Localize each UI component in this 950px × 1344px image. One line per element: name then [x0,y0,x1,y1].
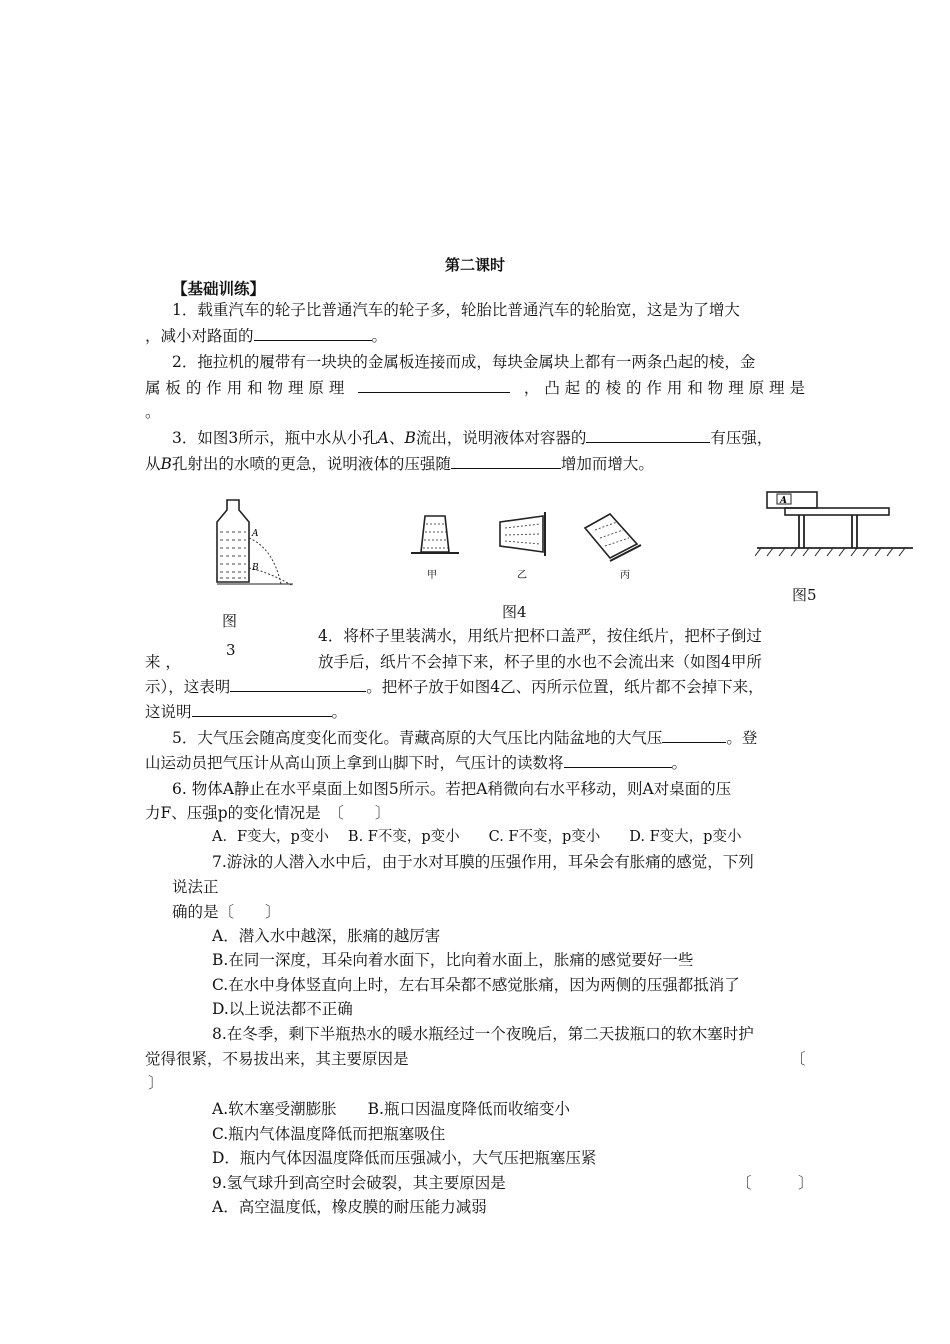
q2-line1: 2．拖拉机的履带有一块块的金属板连接而成，每块金属块上都有一两条凸起的棱，金 [172,353,756,371]
fig4-caption: 图4 [502,603,527,621]
q1-line2: ，减小对路面的 。 [145,327,388,345]
q4-blank-2[interactable] [192,702,332,717]
q7-option-c: C.在水中身体竖直向上时，左右耳朵都不感觉胀痛，因为两侧的压强都抵消了 [212,976,740,994]
fig3-caption-a: 图 [222,612,238,630]
q8-option-ab: A.软木塞受潮膨胀 B.瓶口因温度降低而收缩变小 [212,1100,570,1118]
q7-option-a: A．潜入水中越深，胀痛的越厉害 [212,927,441,945]
q8-line2: 觉得很紧，不易拔出来，其主要原因是 [145,1050,409,1068]
q5-blank-1[interactable] [662,728,726,743]
q7-line3: 确的是〔 〕 [172,903,281,921]
q3-blank-1[interactable] [586,428,710,443]
q3-blank-2[interactable] [451,454,561,469]
q5-line2: 山运动员把气压计从高山顶上拿到山脚下时，气压计的读数将 。 [145,754,688,772]
q3-line2: 从B孔射出的水喷的更急，说明液体的压强随 增加而增大。 [145,455,654,473]
q8-bracket-open: 〔 [790,1050,806,1068]
q9-bracket: 〔 〕 [736,1174,814,1192]
q7-option-d: D.以上说法都不正确 [212,1000,353,1018]
q8-option-c: C.瓶内气体温度降低而把瓶塞吸住 [212,1125,446,1143]
q4-line3: 示），这表明 。把杯子放于如图4乙、丙所示位置，纸片都不会掉下来， [145,678,764,696]
q4-blank-1[interactable] [230,677,366,692]
q4-line1: 4．将杯子里装满水，用纸片把杯口盖严，按住纸片，把杯子倒过 [318,627,762,645]
q4-line2a: 来 ， [145,653,181,671]
fig3-point-b: B [252,563,259,573]
q1-blank[interactable] [254,326,372,341]
q7-option-b: B.在同一深度，耳朵向着水面下，比向着水面上，胀痛的感觉要好一些 [212,951,694,969]
q5-line1: 5．大气压会随高度变化而变化。青藏高原的大气压比内陆盆地的大气压 。登 [172,729,758,747]
q9-option-a: A．高空温度低，橡皮膜的耐压能力减弱 [212,1198,487,1216]
section-heading: 【基础训练】 [172,280,266,298]
q7-line2: 说法正 [172,878,219,896]
page-title: 第二课时 [444,256,505,274]
q2-line3: 。 [145,403,161,421]
q6-options: A．F变大，p变小 B. F不变，p变小 C. F不变，p变小 D. F变大，p变小 [212,829,742,845]
q8-bracket-close: 〕 [148,1074,164,1092]
q2-blank[interactable] [358,378,510,393]
q4-line4: 这说明 。 [145,703,348,721]
fig5-caption: 图5 [792,586,817,604]
q2-line2: 属 板 的 作 用 和 物 理 原 理 ， 凸 起 的 棱 的 作 用 和 物 理 原 理 是 [145,379,805,397]
q1-line1: 1．载重汽车的轮子比普通汽车的轮子多，轮胎比普通汽车的轮胎宽，这是为了增大 [172,301,740,319]
q5-blank-2[interactable] [564,753,672,768]
fig3-caption-b: 3 [226,641,236,659]
figure-3-bottle [205,498,295,602]
fig5-block-label: A [780,496,787,506]
fig4-label-yi: 乙 [517,570,527,581]
q4-line2b: 放手后，纸片不会掉下来，杯子里的水也不会流出来（如图4甲所 [318,653,762,671]
q6-line1: 6. 物体A静止在水平桌面上如图5所示。若把A稍微向右水平移动，则A对桌面的压 [172,780,732,798]
q8-option-d: D．瓶内气体因温度降低而压强减小，大气压把瓶塞压紧 [212,1149,597,1167]
q3-line1: 3．如图3所示，瓶中水从小孔A、B流出，说明液体对容器的 有压强， [172,429,773,447]
q7-line1: 7.游泳的人潜入水中后，由于水对耳膜的压强作用，耳朵会有胀痛的感觉，下列 [212,853,754,871]
fig3-point-a: A [252,529,259,539]
fig4-label-bing: 丙 [620,570,630,581]
figure-4-cups [405,508,655,588]
q8-line1: 8.在冬季，剩下半瓶热水的暖水瓶经过一个夜晚后，第二天拔瓶口的软木塞时护 [212,1025,754,1043]
fig4-label-jia: 甲 [427,570,437,581]
figure-5-table [755,488,915,560]
q6-line2: 力F、压强p的变化情况是 〔 〕 [145,804,391,822]
q9-line1: 9.氢气球升到高空时会破裂，其主要原因是 [212,1174,506,1192]
